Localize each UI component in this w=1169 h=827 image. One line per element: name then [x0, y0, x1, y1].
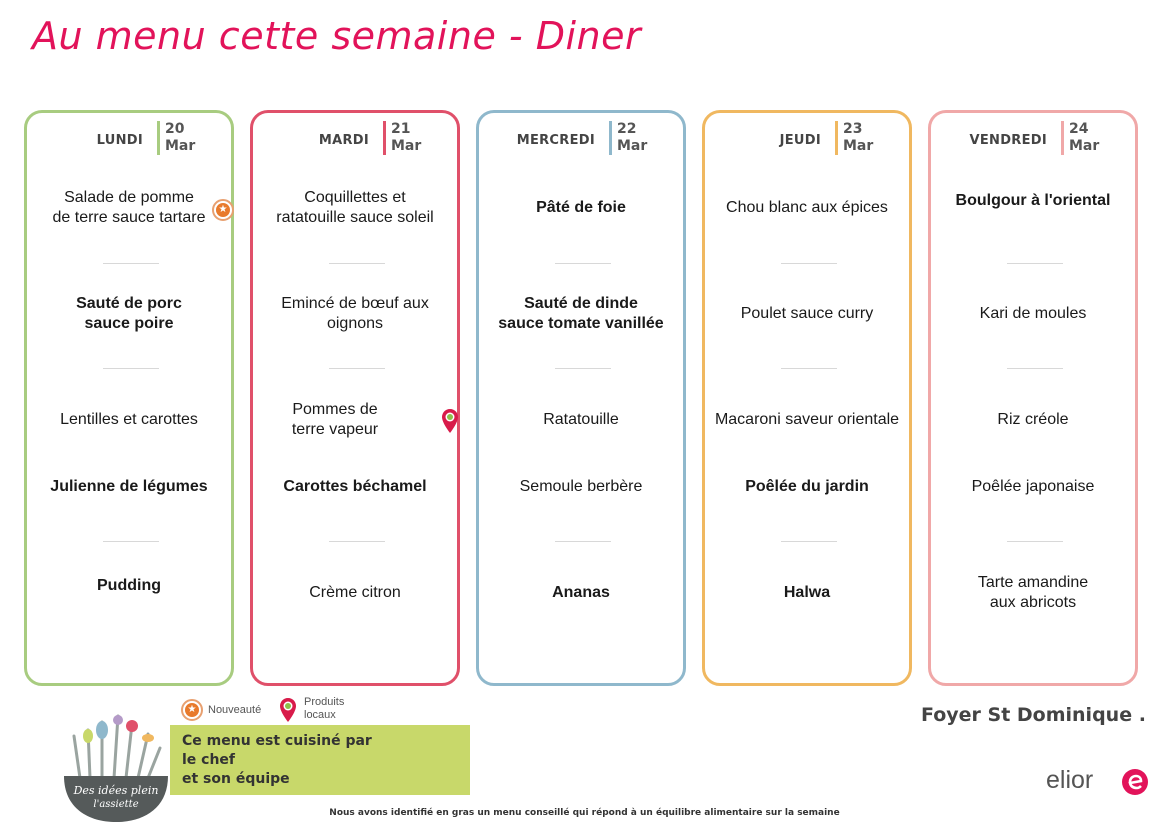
site-name: Foyer St Dominique . — [921, 704, 1146, 726]
day-header — [931, 121, 1135, 157]
day-header — [479, 121, 683, 157]
day-number: 23 — [843, 121, 863, 137]
local-product-pin-icon — [441, 408, 459, 434]
day-month: Mar — [843, 138, 874, 154]
divider — [329, 541, 385, 542]
dessert: Ananas — [552, 584, 610, 601]
day-column-mercredi — [476, 110, 686, 686]
day-number: 24 — [1069, 121, 1089, 137]
date-divider — [157, 121, 160, 155]
legend-line: Produits — [304, 696, 345, 708]
dish-line: Salade de pomme — [64, 189, 194, 206]
side-dish: Semoule berbère — [519, 478, 643, 495]
divider — [1007, 263, 1063, 264]
legend-new-label: Nouveauté — [208, 704, 262, 716]
dish-line: de terre sauce tartare — [52, 209, 206, 226]
dish-line: Emincé de bœuf aux — [281, 295, 429, 312]
divider — [1007, 541, 1063, 542]
chef-line: le chef — [182, 752, 236, 768]
side-dish: Riz créole — [997, 411, 1069, 428]
day-month: Mar — [165, 138, 196, 154]
main-course — [31, 294, 227, 334]
divider — [103, 368, 159, 369]
divider — [555, 368, 611, 369]
chef-line: Ce menu est cuisiné par — [182, 733, 372, 749]
dish-line: Sauté de porc — [76, 295, 182, 312]
day-name: JEUDI — [779, 133, 821, 148]
divider — [103, 263, 159, 264]
dish-line: Pommes de — [292, 401, 378, 418]
day-name: LUNDI — [96, 133, 143, 148]
page-title: Au menu cette semaine - Diner — [32, 14, 642, 58]
date-divider — [609, 121, 612, 155]
divider — [103, 541, 159, 542]
brand-logo-text: elior — [1046, 766, 1094, 794]
starter — [31, 188, 227, 228]
day-number: 22 — [617, 121, 637, 137]
side-dish: Lentilles et carottes — [60, 411, 198, 428]
new-badge-icon: ★ — [212, 199, 234, 221]
dish-line: Tarte amandine — [977, 574, 1089, 591]
starter: Boulgour à l'oriental — [955, 192, 1111, 209]
dessert — [935, 573, 1131, 613]
dish-line: ratatouille sauce soleil — [276, 209, 434, 226]
day-header — [27, 121, 231, 157]
day-month: Mar — [391, 138, 422, 154]
day-column-jeudi — [702, 110, 912, 686]
day-number: 20 — [165, 121, 185, 137]
side-dish: Ratatouille — [543, 411, 619, 428]
divider — [781, 368, 837, 369]
date-divider — [1061, 121, 1064, 155]
dish-line: sauce tomate vanillée — [498, 315, 664, 332]
legend-local-pin-icon — [279, 697, 297, 723]
dish-line: aux abricots — [989, 594, 1077, 611]
main-course: Poulet sauce curry — [740, 305, 874, 322]
side-dish: Poêlée du jardin — [745, 478, 869, 495]
dish-line: terre vapeur — [291, 421, 379, 438]
main-course: Kari de moules — [979, 305, 1087, 322]
date-divider — [835, 121, 838, 155]
day-header — [253, 121, 457, 157]
dessert: Crème citron — [309, 584, 401, 601]
chef-line: et son équipe — [182, 771, 290, 787]
side-dish — [257, 400, 413, 440]
day-column-lundi — [24, 110, 234, 686]
side-dish: Macaroni saveur orientale — [714, 411, 900, 428]
divider — [555, 541, 611, 542]
divider — [329, 368, 385, 369]
footnote: Nous avons identifié en gras un menu conseillé qui répond à un équilibre alimentaire sur la semaine — [329, 808, 840, 818]
day-name: MERCREDI — [516, 133, 595, 148]
day-month: Mar — [617, 138, 648, 154]
starter: Pâté de foie — [536, 199, 626, 216]
logo-text: l'assiette — [93, 799, 139, 810]
legend-line: locaux — [304, 709, 336, 721]
main-course — [257, 294, 453, 334]
legend-new-icon: ★ — [181, 699, 203, 721]
divider — [781, 541, 837, 542]
dish-line: Coquillettes et — [304, 189, 406, 206]
divider — [781, 263, 837, 264]
day-month: Mar — [1069, 138, 1100, 154]
logo-text: Des idées plein — [73, 784, 159, 797]
legend-local-label — [304, 696, 344, 722]
side-dish: Carottes béchamel — [283, 478, 427, 495]
chef-box — [170, 725, 470, 795]
dessert: Pudding — [97, 577, 161, 594]
dish-line: sauce poire — [84, 315, 174, 332]
divider — [555, 263, 611, 264]
day-name: MARDI — [318, 133, 369, 148]
day-column-mardi — [250, 110, 460, 686]
dish-line: Sauté de dinde — [524, 295, 638, 312]
side-dish: Poêlée japonaise — [971, 478, 1095, 495]
main-course — [483, 294, 679, 334]
day-name: VENDREDI — [969, 133, 1047, 148]
day-column-vendredi — [928, 110, 1138, 686]
day-header — [705, 121, 909, 157]
side-dish: Julienne de légumes — [50, 478, 208, 495]
des-idees-logo-icon — [60, 708, 172, 824]
dessert: Halwa — [783, 584, 831, 601]
starter: Chou blanc aux épices — [726, 199, 888, 216]
elior-logo-icon — [1122, 769, 1148, 795]
divider — [1007, 368, 1063, 369]
divider — [329, 263, 385, 264]
dish-line: oignons — [326, 315, 384, 332]
date-divider — [383, 121, 386, 155]
starter — [257, 188, 453, 228]
day-number: 21 — [391, 121, 411, 137]
